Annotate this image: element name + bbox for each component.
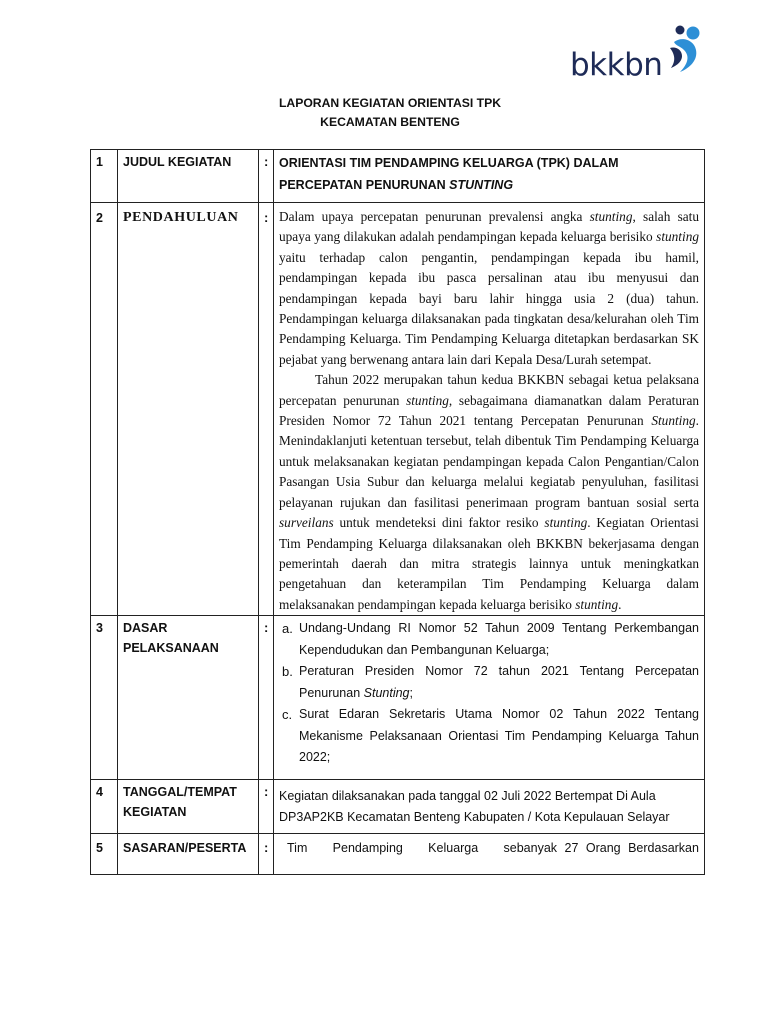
p2-text: Tahun 2022 merupakan tahun kedua BKKBN sebagai ketua pelaksana percepatan penurunan: [279, 372, 699, 408]
p2-text: untuk mendeteksi dini faktor resiko: [333, 515, 545, 531]
row-label-judul: JUDUL KEGIATAN: [118, 150, 259, 203]
table-row-dasar: [91, 616, 705, 780]
bkkbn-logo: [570, 24, 710, 84]
judul-content: [274, 150, 705, 203]
list-item-suffix: ;: [409, 685, 413, 700]
p2-italic: Stunting: [651, 413, 696, 429]
p2-italic: stunting: [544, 515, 588, 531]
list-item-text: Surat Edaran Sekretaris Utama Nomor 02 Tahun 2022 Tentang Mekanisme Pelaksanaan Orientasi Tim Pendamping Keluarga Tahun 2022;: [299, 707, 699, 765]
list-item: [279, 618, 699, 661]
table-row-judul: [91, 150, 705, 203]
list-item: [279, 704, 699, 769]
judul-line-1: ORIENTASI TIM PENDAMPING KELUARGA (TPK) DALAM: [279, 156, 619, 170]
judul-line-2-text: PERCEPATAN PENURUNAN: [279, 178, 450, 192]
p1-text: , salah satu upaya yang dilakukan adalah pendampingan kepada keluarga berisiko: [279, 209, 699, 245]
dasar-content: [274, 616, 705, 780]
table-row-pendahuluan: [91, 203, 705, 616]
p2-text: , sebagaimana diamanatkan dalam Peraturan Presiden Nomor 72 Tahun 2021 tentang Percepatan Penurunan: [279, 392, 699, 429]
sasaran-word: Keluarga: [428, 840, 479, 855]
row-number: 3: [91, 616, 118, 780]
pendahuluan-paragraph-2: [279, 370, 699, 615]
report-subtitle: KECAMATAN BENTENG: [320, 115, 460, 129]
p1-italic: stunting: [589, 209, 633, 224]
p1-text: Dalam upaya percepatan penurunan prevalensi angka: [279, 209, 590, 224]
report-title: LAPORAN KEGIATAN ORIENTASI TPK: [278, 96, 502, 110]
logo-wordmark: bkkbn: [570, 47, 663, 83]
list-marker: b.: [282, 664, 293, 680]
judul-line-2-italic: STUNTING: [449, 178, 514, 192]
p1-italic: stunting: [656, 229, 699, 245]
row-colon: :: [259, 203, 274, 616]
pendahuluan-paragraph-1: [279, 207, 699, 370]
pendahuluan-content: [274, 203, 705, 616]
table-row-sasaran: [91, 833, 705, 874]
row-number: 5: [91, 833, 118, 874]
table-row-tanggal: [91, 779, 705, 833]
row-colon: :: [259, 150, 274, 203]
row-label-dasar: DASAR PELAKSANAAN: [118, 616, 259, 780]
row-number: 2: [91, 203, 118, 616]
list-item: [279, 661, 699, 704]
list-item-text: Undang-Undang RI Nomor 52 Tahun 2009 Tentang Perkembangan Kependudukan dan Pembangunan Keluarga;: [299, 621, 699, 657]
row-colon: :: [259, 779, 274, 833]
row-number: 4: [91, 779, 118, 833]
row-label-pendahuluan: PENDAHULUAN: [118, 203, 259, 616]
p2-text: . Menindaklanjuti ketentuan tersebut, telah dibentuk Tim Pendamping Keluarga untuk melaksanakan kegiatan pendampingan kepada Calon Pengantian/Calon Pasangan Usia Subur dan keluarga melalui kegiatab penyuluhan, fasilitasi pelayanan rujukan dan fasilitasi penerimaan program bantuan sosial serta: [279, 413, 699, 510]
judul-line-2: [279, 174, 699, 196]
row-colon: :: [259, 833, 274, 874]
row-colon: :: [259, 616, 274, 780]
row-label-tanggal: TANGGAL/TEMPAT KEGIATAN: [118, 779, 259, 833]
p2-text: . Kegiatan Orientasi Tim Pendamping Keluarga dilaksanakan oleh BKKBN bekerjasama dengan pemerintah daerah dan mitra strategis lainnya untuk meningkatkan pengetahuan dan keterampilan Tim Pendamping Keluarga dalam melaksanakan pendampingan kepada keluarga berisiko: [279, 515, 699, 612]
list-marker: a.: [282, 621, 293, 637]
dasar-list: [279, 618, 699, 769]
sasaran-word: Tim: [287, 840, 308, 855]
tanggal-content: Kegiatan dilaksanakan pada tanggal 02 Juli 2022 Bertempat Di Aula DP3AP2KB Kecamatan Benteng Kabupaten / Kota Kepulauan Selayar: [274, 779, 705, 833]
p2-italic: stunting: [406, 392, 449, 408]
sasaran-text: [279, 838, 699, 858]
sasaran-word: Pendamping: [332, 840, 403, 855]
p2-text: .: [618, 596, 622, 612]
list-item-italic: Stunting: [363, 685, 410, 700]
p2-italic: stunting: [575, 596, 619, 612]
row-label-sasaran: SASARAN/PESERTA: [118, 833, 259, 874]
p2-italic: surveilans: [279, 515, 334, 531]
sasaran-content: [274, 833, 705, 874]
p1-text: yaitu terhadap calon pengantin, pendampingan kepada ibu hamil, pendampingan kepada ibu pasca persalinan atau ibu menyusui dan pendampingan kepada bayi baru lahir hingga usia 2 (dua) tahun. Pendampingan keluarga dilaksanakan pada tingkatan desa/kelurahan oleh Tim Pendamping Keluarga. Tim Pendamping Keluarga ditetapkan berdasarkan SK pejabat yang berwenang antara lain dari Kepala Desa/Lurah setempat.: [279, 249, 699, 367]
row-number: 1: [91, 150, 118, 203]
logo-swirl-icon: [654, 24, 710, 76]
sasaran-word: sebanyak 27 Orang Berdasarkan: [503, 840, 699, 855]
list-marker: c.: [282, 707, 293, 723]
list-item-text: Peraturan Presiden Nomor 72 tahun 2021 Tentang Percepatan Penurunan: [299, 664, 699, 700]
report-table: [90, 149, 705, 875]
